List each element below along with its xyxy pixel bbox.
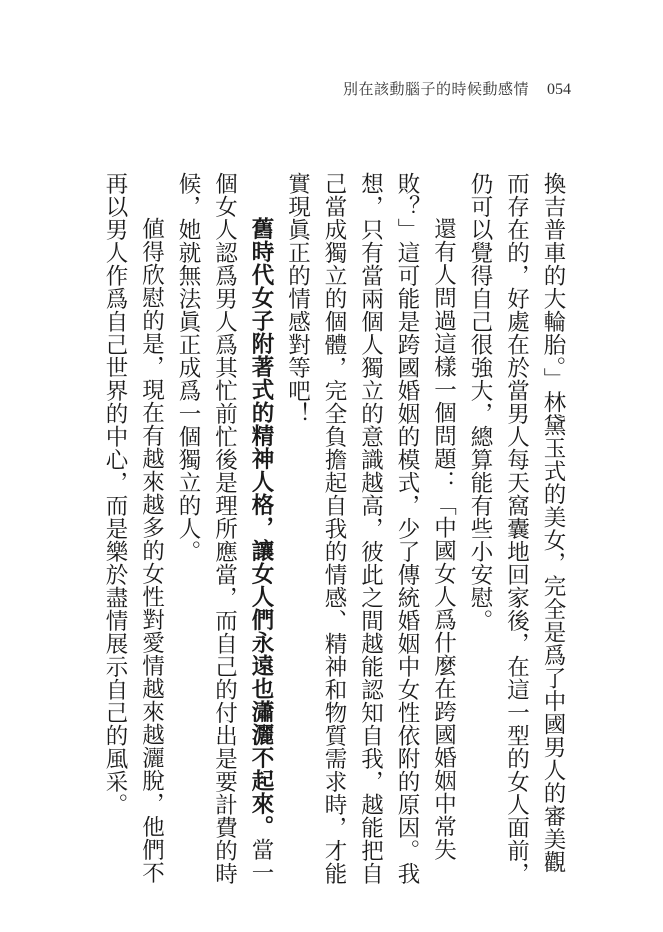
paragraph-text: 還有人問過這樣一個問題：「中國女人爲什麼在跨國婚姻中常失敗？」這可能是跨國婚姻的模式，少了傳統婚姻中女性依附的原因。我想，只有當兩個人獨立的意識越高，彼此之間越能認知自我，越能把自己當成獨立的個體，完全負擔起自我的情感、精神和物質需求時，才能實現眞正的情感對等吧！: [284, 172, 457, 885]
chapter-title: 別在該動腦子的時候動感情: [342, 80, 529, 98]
body-text: [102, 172, 571, 892]
paragraph-4: [97, 172, 170, 892]
paragraph-text: 値得欣慰的是，現在有越來越多的女性對愛情越來越灑脫，他們不再以男人作爲自己世界的中心，而是樂於盡情展示自己的風采。: [102, 172, 165, 884]
running-header: [343, 78, 571, 99]
paragraph-1: [462, 172, 572, 892]
paragraph-3: [170, 172, 280, 892]
page-number: 054: [547, 81, 571, 98]
emphasis-text: 舊時代女子附著式的精神人格，讓女人們永遠也瀟灑不起來。: [248, 217, 274, 838]
paragraph-text: 換吉普車的大輪胎。」林黛玉式的美女，完全是爲了中國男人的審美觀而存在的，好處在於當男人每天窩囊地回家後，在這一型的女人面前，仍可以覺得自己很強大，總算能有些小安慰。: [467, 172, 566, 885]
paragraph-2: [279, 172, 462, 892]
paragraph-text: 當一個女人認爲男人爲其忙前忙後是理所應當，而自己的付出是要計費的時候，她就無法眞正成爲一個獨立的人。: [175, 172, 274, 885]
